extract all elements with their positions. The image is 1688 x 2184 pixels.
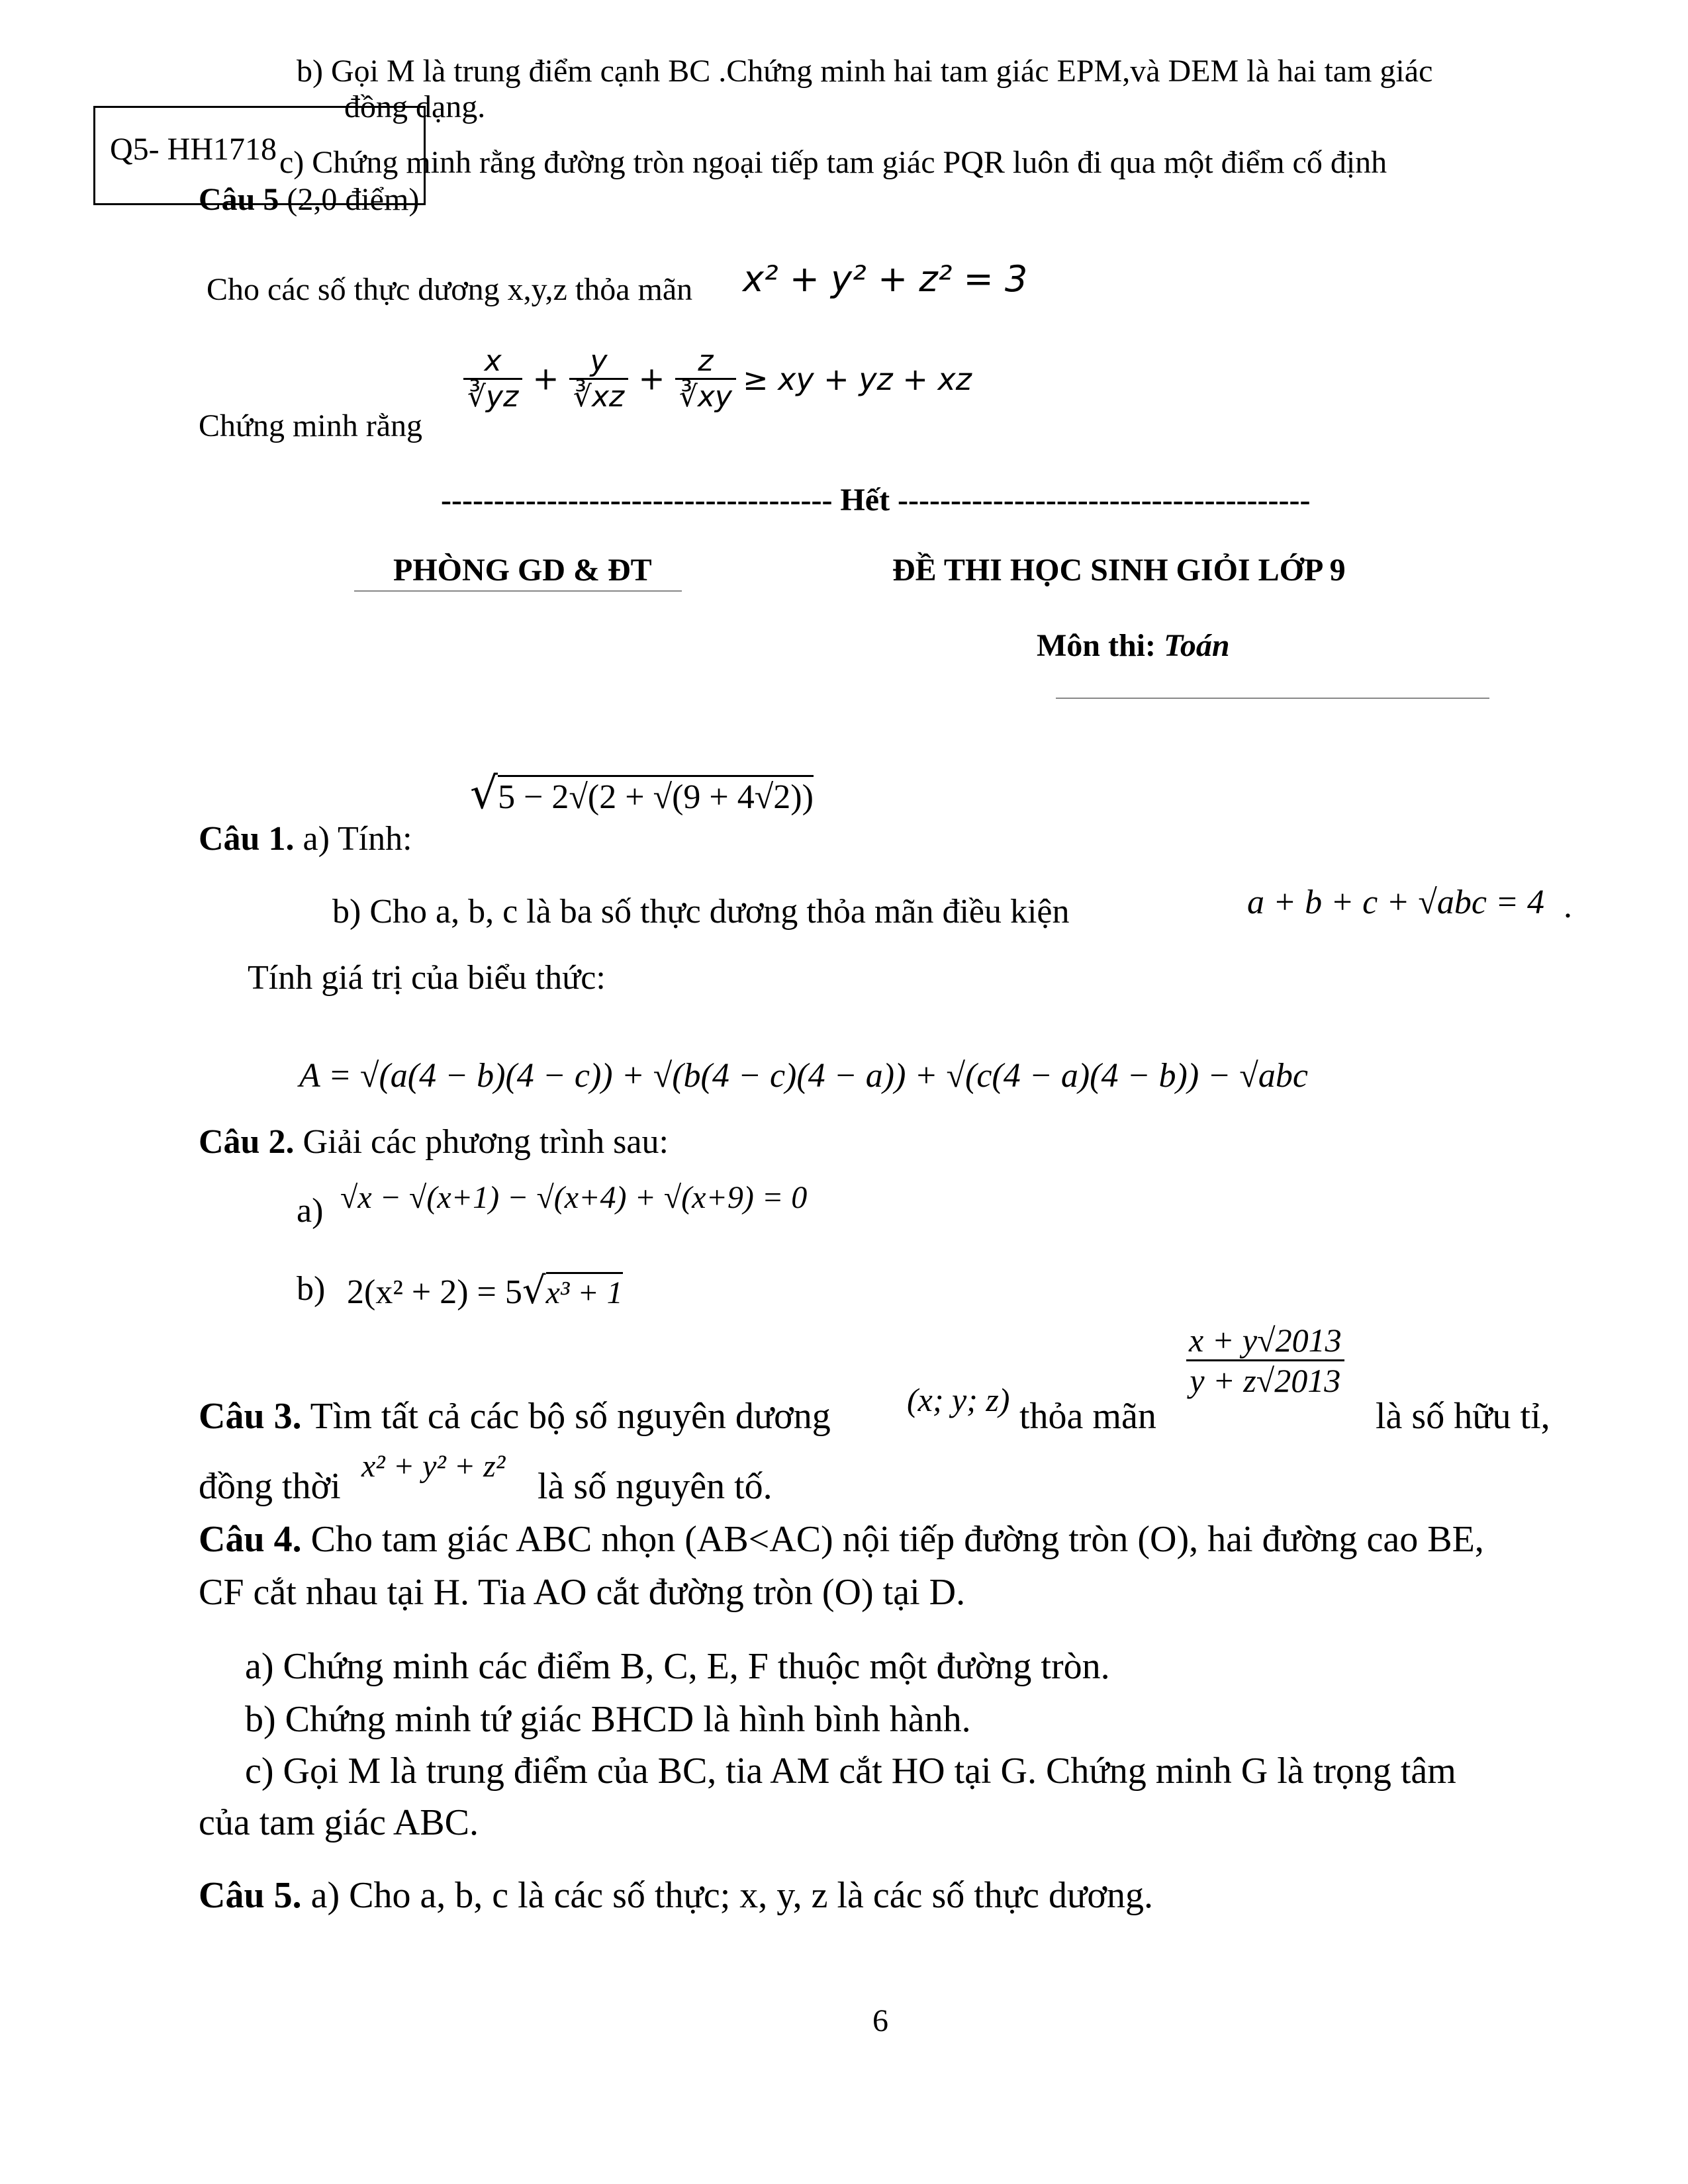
cau5b-label: Câu 5.	[199, 1875, 302, 1916]
ineq-num-3: z	[675, 344, 736, 380]
cau3-frac-num: x + y√2013	[1186, 1321, 1344, 1361]
ineq-rhs: ≥ xy + yz + xz	[742, 361, 972, 397]
subject-label: Môn thi:	[1037, 628, 1156, 663]
cau1-expression-A: A = √(a(4 − b)(4 − c)) + √(b(4 − c)(4 − a)) + √(c(4 − a)(4 − b)) − √abc	[299, 1057, 1308, 1095]
cau4-line2: CF cắt nhau tại H. Tia AO cắt đường tròn (O) tại D.	[199, 1572, 966, 1613]
cau1-period: .	[1564, 887, 1572, 925]
cau1-a-text: a) Tính:	[303, 820, 412, 858]
cau5b-text: a) Cho a, b, c là các số thực; x, y, z là các số thực dương.	[310, 1875, 1153, 1916]
cau3-text2: thỏa mãn	[1019, 1396, 1156, 1437]
q5-code-label: Q5- HH1718	[110, 132, 277, 167]
item-b: b) Gọi M là trung điểm cạnh BC .Chứng minh hai tam giác EPM,và DEM là hai tam giác	[297, 54, 1433, 89]
ineq-den-3: ∛xy	[679, 380, 732, 414]
cau5-heading	[199, 181, 419, 218]
cau1-a-line	[199, 819, 412, 858]
cau2-b-left: 2(x² + 2) = 5	[347, 1273, 522, 1311]
cau2-a-label: a)	[297, 1192, 324, 1230]
cau5-prove: Chứng minh rằng	[199, 408, 422, 443]
cau1-a-radicand: 5 − 2√(2 + √(9 + 4√2))	[498, 775, 814, 816]
cau4-line1	[199, 1518, 1484, 1561]
cau1-a-expression: √5 − 2√(2 + √(9 + 4√2))	[470, 768, 814, 819]
cau5-label: Câu 5	[199, 182, 279, 217]
cau5-condition: x² + y² + z² = 3	[743, 258, 1028, 300]
page-number: 6	[872, 2003, 888, 2038]
header-left-rule	[354, 590, 682, 592]
cau3-fraction	[1186, 1321, 1344, 1400]
cau2-heading	[199, 1122, 669, 1161]
cau3-label: Câu 3.	[199, 1396, 302, 1437]
cau3-text1: Tìm tất cả các bộ số nguyên dương	[310, 1396, 831, 1437]
header-left: PHÒNG GD & ĐT	[393, 553, 652, 588]
cau4-a: a) Chứng minh các điểm B, C, E, F thuộc một đường tròn.	[245, 1646, 1110, 1687]
subject-rule	[1056, 698, 1489, 699]
cau5-points: (2,0 điểm)	[279, 182, 420, 217]
cau2-b-equation: 2(x² + 2) = 5√x³ + 1	[347, 1269, 623, 1312]
cau3-text5: là số nguyên tố.	[538, 1466, 773, 1507]
cau2-b-label: b)	[297, 1270, 326, 1308]
cau2-text: Giải các phương trình sau:	[303, 1123, 669, 1161]
subject-line	[1037, 627, 1230, 664]
cau4-c1: c) Gọi M là trung điểm của BC, tia AM cắt HO tại G. Chứng minh G là trọng tâm	[245, 1751, 1456, 1792]
cau2-b-root: x³ + 1	[546, 1272, 623, 1310]
cau5b-line	[199, 1874, 1153, 1917]
header-right: ĐỀ THI HỌC SINH GIỎI LỚP 9	[892, 553, 1346, 588]
ineq-frac-3	[675, 344, 736, 414]
cau1-b-condition: a + b + c + √abc = 4	[1247, 884, 1545, 921]
ineq-num-1: x	[463, 344, 522, 380]
ineq-den-2: ∛xz	[573, 380, 625, 414]
ineq-den-1: ∛yz	[467, 380, 519, 414]
cau3-frac-den: y + z√2013	[1190, 1362, 1341, 1399]
cau3-text4: đồng thời	[199, 1466, 341, 1507]
ineq-frac-1	[463, 344, 522, 414]
cau1-b-tinh: Tính giá trị của biểu thức:	[248, 959, 606, 997]
end-line: ------------------------------------- Hết ---------------------------------------	[441, 482, 1311, 518]
cau4-c2: của tam giác ABC.	[199, 1802, 479, 1843]
ineq-num-2: y	[569, 344, 628, 380]
cau2-label: Câu 2.	[199, 1123, 295, 1161]
cau1-b-text: b) Cho a, b, c là ba số thực dương thỏa mãn điều kiện	[332, 893, 1070, 931]
cau4-label: Câu 4.	[199, 1519, 302, 1560]
cau5-given: Cho các số thực dương x,y,z thỏa mãn	[207, 272, 693, 307]
subject-name: Toán	[1164, 628, 1230, 663]
ineq-frac-2	[569, 344, 628, 414]
cau1-label: Câu 1.	[199, 820, 295, 858]
item-c: c) Chứng minh rằng đường tròn ngoại tiếp tam giác PQR luôn đi qua một điểm cố định	[279, 145, 1387, 180]
item-b-continued: đồng dạng.	[344, 89, 486, 124]
cau3-tuple: (x; y; z)	[907, 1381, 1010, 1418]
cau4-line1-text: Cho tam giác ABC nhọn (AB<AC) nội tiếp đường tròn (O), hai đường cao BE,	[310, 1519, 1484, 1560]
cau3-sum-squares: x² + y² + z²	[361, 1449, 506, 1484]
cau4-b: b) Chứng minh tứ giác BHCD là hình bình hành.	[245, 1699, 971, 1740]
cau2-a-equation: √x − √(x+1) − √(x+4) + √(x+9) = 0	[340, 1180, 808, 1215]
cau3-line1	[199, 1395, 831, 1437]
cau5-inequality: $\frac{x}{∛yz}$ + $\frac{y}{∛xz}$ + $\frac{z}{∛xy}$ ≥ xy + yz + xz	[463, 344, 972, 414]
cau3-text3: là số hữu tỉ,	[1376, 1396, 1550, 1437]
